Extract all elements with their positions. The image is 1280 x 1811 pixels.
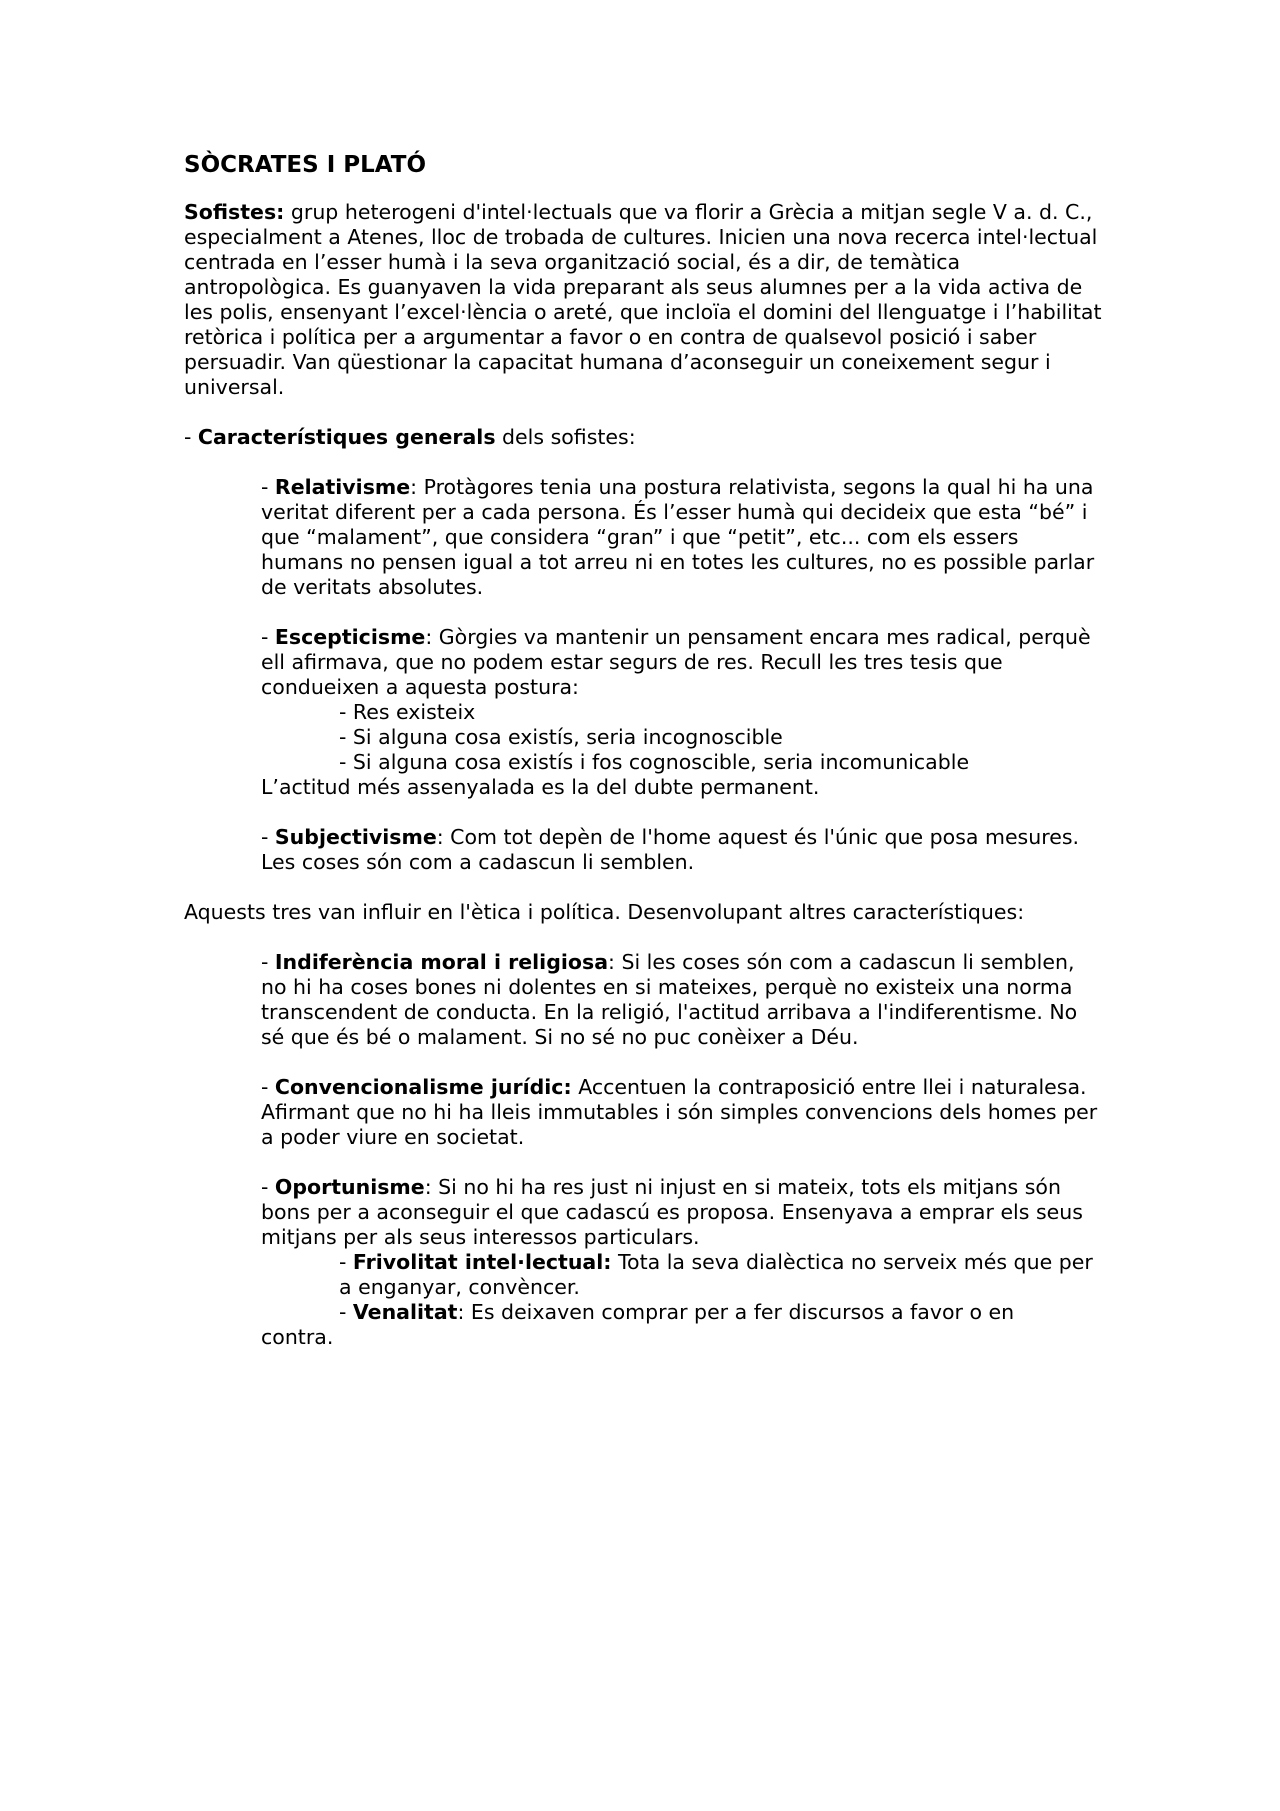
oportunisme-paragraph: - Oportunisme: Si no hi ha res just ni injust en si mateix, tots els mitjans són bons per a aconseguir el que cadascú es proposa. Ensenyava a emprar els seus mitjans per als seus interessos particulars. [261, 1175, 1083, 1249]
venalitat-continuation: contra. [261, 1325, 334, 1349]
subjectivisme-text: : Com tot depèn de l'home aquest és l'únic que posa mesures. Les coses són com a cadascun li semblen. [261, 825, 1080, 874]
indiferencia-term: Indiferència moral i religiosa [274, 950, 609, 974]
relativisme-paragraph: - Relativisme: Protàgores tenia una postura relativista, segons la qual hi ha una veritat diferent per a cada persona. És l’esser humà qui decideix que esta “bé” i que “malament”, que considera “gran” i que “petit”, etc... com els essers humans no pensen igual a tot arreu ni en totes les cultures, no es possible parlar de veritats absolutes. [261, 475, 1095, 599]
intro-paragraph [184, 200, 1104, 400]
relativisme-term: Relativisme [274, 475, 411, 499]
subjectivisme-paragraph: - Subjectivisme: Com tot depèn de l'home aquest és l'únic que posa mesures. Les coses són com a cadascun li semblen. [261, 825, 1080, 874]
frivolitat-paragraph: - Frivolitat intel·lectual: Tota la seva dialèctica no serveix més que per a enganyar, convèncer. [339, 1250, 1093, 1299]
frivolitat-text: Tota la seva dialèctica no serveix més que per a enganyar, convèncer. [339, 1250, 1093, 1299]
venalitat-text: : Es deixaven comprar per a fer discursos a favor o en [457, 1300, 1015, 1324]
intro-term: Sofistes: [184, 200, 285, 224]
escepticisme-term: Escepticisme [274, 625, 426, 649]
intro-text: grup heterogeni d'intel·lectuals que va florir a Grècia a mitjan segle V a. d. C., especialment a Atenes, lloc de trobada de cultures. Inicien una nova recerca intel·lectual centrada en l’esser humà i la seva organització social, és a dir, de temàtica antropològica. Es guanyaven la vida preparant als seus alumnes per a la vida activa de les polis, ensenyant l’excel·lència o areté, que incloïa el domini del llenguatge i l’habilitat retòrica i política per a argumentar a favor o en contra de qualsevol posició i saber persuadir. Van qüestionar la capacitat humana d’aconseguir un coneixement segur i universal. [184, 200, 1102, 399]
venalitat-term: Venalitat [352, 1300, 458, 1324]
venalitat-paragraph: - Venalitat: Es deixaven comprar per a fer discursos a favor o en [339, 1300, 1015, 1324]
convencionalisme-text: Accentuen la contraposició entre llei i naturalesa. Afirmant que no hi ha lleis immutables i són simples convencions dels homes per a poder viure en societat. [261, 1075, 1098, 1149]
indiferencia-text: : Si les coses són com a cadascun li semblen, no hi ha coses bones ni dolentes en si mateixes, perquè no existeix una norma transcendent de conducta. En la religió, l'actitud arribava a l'indiferentisme. No sé que és bé o malament. Si no sé no puc conèixer a Déu. [261, 950, 1078, 1049]
indiferencia-paragraph: - Indiferència moral i religiosa: Si les coses són com a cadascun li semblen, no hi ha coses bones ni dolentes en si mateixes, perquè no existeix una norma transcendent de conducta. En la religió, l'actitud arribava a l'indiferentisme. No sé que és bé o malament. Si no sé no puc conèixer a Déu. [261, 950, 1078, 1049]
oportunisme-term: Oportunisme [274, 1175, 425, 1199]
frivolitat-term: Frivolitat intel·lectual: [352, 1250, 612, 1274]
escepticisme-text: : Gòrgies va mantenir un pensament encara mes radical, perquè ell afirmava, que no podem estar segurs de res. Recull les tres tesis que condueixen a aquesta postura: [261, 625, 1091, 699]
thesis-item: - Res existeix [339, 700, 476, 724]
convencionalisme-paragraph: - Convencionalisme jurídic: Accentuen la contraposició entre llei i naturalesa. Afirmant que no hi ha lleis immutables i són simples convencions dels homes per a poder viure en societat. [261, 1075, 1098, 1149]
page-title: SÒCRATES I PLATÓ [184, 152, 427, 178]
thesis-item: - Si alguna cosa existís, seria incognoscible [339, 725, 783, 749]
general-heading: - Característiques generals dels sofistes: [184, 425, 636, 449]
subjectivisme-term: Subjectivisme [274, 825, 437, 849]
oportunisme-text: : Si no hi ha res just ni injust en si mateix, tots els mitjans són bons per a aconseguir el que cadascú es proposa. Ensenyava a emprar els seus mitjans per als seus interessos particulars. [261, 1175, 1083, 1249]
transition-paragraph: Aquests tres van influir en l'ètica i política. Desenvolupant altres característiques: [184, 900, 1025, 924]
general-term: Característiques generals [197, 425, 496, 449]
relativisme-text: : Protàgores tenia una postura relativista, segons la qual hi ha una veritat diferent per a cada persona. És l’esser humà qui decideix que esta “bé” i que “malament”, que considera “gran” i que “petit”, etc... com els essers humans no pensen igual a tot arreu ni en totes les cultures, no es possible parlar de veritats absolutes. [261, 475, 1095, 599]
thesis-item: - Si alguna cosa existís i fos cognoscible, seria incomunicable [339, 750, 970, 774]
document-page [184, 150, 1104, 1350]
escepticisme-closing: L’actitud més assenyalada es la del dubte permanent. [261, 775, 820, 799]
escepticisme-paragraph: - Escepticisme: Gòrgies va mantenir un pensament encara mes radical, perquè ell afirmava, que no podem estar segurs de res. Recull les tres tesis que condueixen a aquesta postura: [261, 625, 1091, 699]
convencionalisme-term: Convencionalisme jurídic: [274, 1075, 572, 1099]
